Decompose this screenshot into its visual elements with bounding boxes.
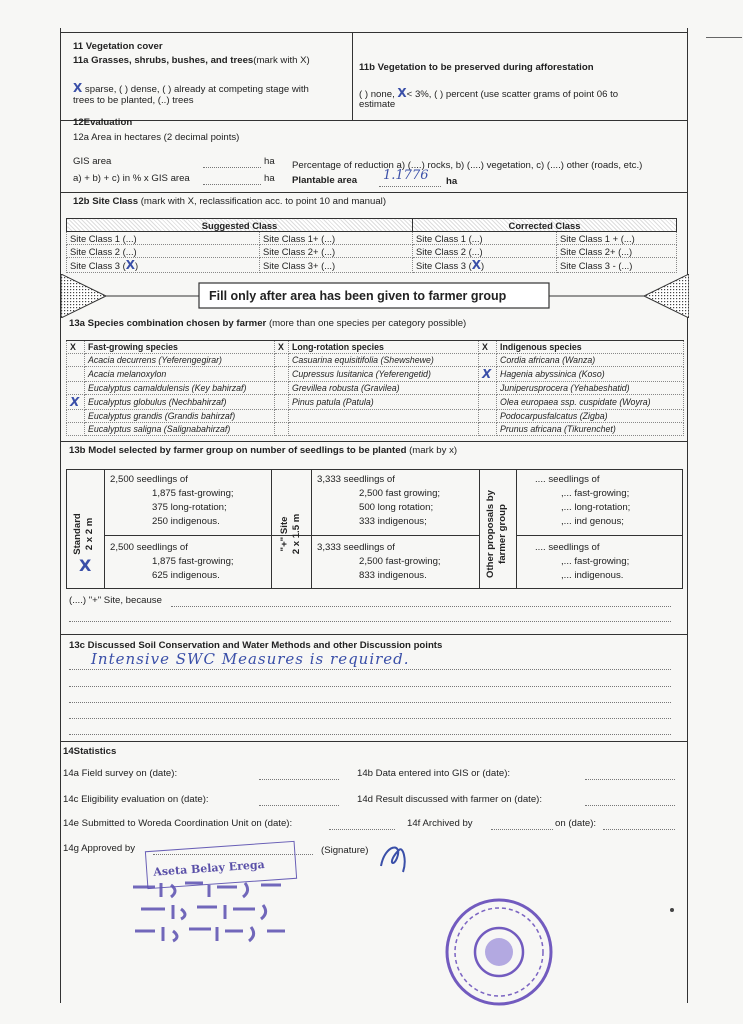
option-line: 833 indigenous. — [359, 570, 427, 581]
s11a-title-note: (mark with X) — [253, 55, 310, 66]
s12b-rule — [61, 192, 687, 193]
option-line: ,... ind genous; — [561, 516, 624, 527]
other-proposals-label — [485, 484, 509, 584]
corrected-class-header: Corrected Class — [413, 219, 677, 232]
species-cell: Grevillea robusta (Gravilea) — [289, 382, 479, 395]
standard-option-1[interactable] — [110, 473, 234, 529]
table-row — [67, 395, 684, 410]
other-option-2[interactable] — [535, 541, 629, 583]
table-row — [67, 367, 684, 382]
s13c-rule — [61, 634, 687, 635]
archived-on-field[interactable] — [603, 829, 675, 830]
s14-rule — [61, 741, 687, 742]
option-line: 625 indigenous. — [152, 570, 220, 581]
s12b-heading — [73, 196, 386, 207]
standard-option-2-mark: X — [79, 556, 92, 575]
s13b-rule — [61, 441, 687, 442]
species-cell — [289, 410, 479, 423]
discussion-line[interactable] — [69, 702, 671, 703]
model-divider — [516, 469, 517, 589]
because-field[interactable] — [171, 606, 671, 607]
table-row — [67, 258, 677, 273]
s11a-text-l1: sparse, ( ) dense, ( ) already at competing stage with — [82, 84, 309, 95]
check-cell[interactable] — [275, 382, 289, 395]
s11b-options-line1 — [359, 86, 618, 100]
site-class-table — [66, 218, 677, 273]
s12-title: 12Evaluation — [73, 117, 133, 128]
option-line: 333 indigenous; — [359, 516, 427, 527]
table-row — [67, 232, 677, 245]
species-cell: Eucalyptus saligna (Salignabahirzaf) — [85, 423, 275, 436]
archived-label: 14f Archived by — [407, 818, 473, 829]
gis-area-field[interactable] — [203, 167, 261, 168]
result-discussed-label: 14d Result discussed with farmer on (date): — [357, 794, 543, 805]
check-cell[interactable] — [479, 423, 497, 436]
because-field-2[interactable] — [69, 621, 671, 622]
check-cell[interactable] — [67, 410, 85, 423]
s11b-title: 11b Vegetation to be preserved during afforestation — [359, 62, 594, 73]
option-line: ,... long-rotation; — [561, 502, 631, 513]
discussion-line[interactable] — [69, 686, 671, 687]
field-survey-label: 14a Field survey on (date): — [63, 768, 178, 779]
check-cell[interactable] — [479, 367, 497, 382]
option-line: 2,500 fast-growing; — [359, 556, 441, 567]
s11a-handwritten-mark: X — [73, 81, 83, 95]
s13b-title: 13b Model selected by farmer group on number of seedlings to be planted — [69, 445, 407, 456]
site-class-cell[interactable]: Site Class 3 - (...) — [557, 258, 677, 273]
option-line: 2,500 seedlings of — [110, 474, 188, 485]
model-divider — [516, 535, 683, 536]
approver-name: Aseta Belay Erega — [152, 857, 266, 879]
fast-growing-header: Fast-growing species — [85, 341, 275, 354]
s14-title: 14Statistics — [63, 746, 117, 757]
site-class-cell[interactable]: Site Class 3 (X) — [67, 258, 260, 273]
site-class-cell[interactable]: Site Class 2+ (...) — [260, 245, 413, 258]
species-table — [66, 340, 684, 436]
model-divider — [311, 469, 312, 589]
table-row — [67, 423, 684, 436]
check-cell[interactable] — [67, 354, 85, 367]
check-cell[interactable] — [479, 410, 497, 423]
other-option-1[interactable] — [535, 473, 630, 529]
plus-site-label-l2: 2 x 1.5 m — [291, 513, 302, 555]
check-cell[interactable] — [479, 382, 497, 395]
signature-label: (Signature) — [321, 845, 369, 856]
amharic-stamp — [121, 873, 311, 953]
discussion-line[interactable] — [69, 669, 671, 670]
archived-on-label: on (date): — [555, 818, 597, 829]
s13a-heading — [69, 318, 466, 329]
site-class-cell[interactable]: Site Class 2+ (...) — [557, 245, 677, 258]
s13a-title: 13a Species combination chosen by farmer — [69, 318, 267, 329]
plantable-area-value: 1.1776 — [383, 168, 429, 183]
site-class-cell[interactable]: Site Class 2 (...) — [67, 245, 260, 258]
s12-rule — [61, 120, 687, 121]
form-page — [60, 28, 688, 1003]
formula-field[interactable] — [203, 184, 261, 185]
species-cell: Juniperusprocera (Yehabeshatid) — [497, 382, 684, 395]
check-cell[interactable] — [275, 410, 289, 423]
species-cell: Cordia africana (Wanza) — [497, 354, 684, 367]
x-col-header: X — [275, 341, 289, 354]
species-cell: Casuarina equisitifolia (Shewshewe) — [289, 354, 479, 367]
scan-edge-mark — [706, 37, 742, 38]
scan-speck — [670, 908, 674, 912]
species-cell: Eucalyptus globulus (Nechbahirzaf) — [85, 395, 275, 410]
table-row — [67, 354, 684, 367]
check-cell[interactable] — [275, 395, 289, 410]
species-cell: Eucalyptus grandis (Grandis bahirzaf) — [85, 410, 275, 423]
check-cell[interactable] — [479, 395, 497, 410]
option-line: 375 long-rotation; — [152, 502, 227, 513]
gis-area-label: GIS area — [73, 156, 112, 167]
corrected-class-3-label: Site Class 3 ( — [416, 260, 472, 271]
species-cell: Acacia decurrens (Yeferengegirar) — [85, 354, 275, 367]
site-class-cell[interactable]: Site Class 1 (...) — [67, 232, 260, 245]
option-line: ,... indigenous. — [561, 570, 624, 581]
model-divider — [479, 469, 480, 589]
discussion-line[interactable] — [69, 734, 671, 735]
check-cell[interactable] — [275, 354, 289, 367]
formula-unit: ha — [264, 173, 275, 184]
species-cell: Hagenia abyssinica (Koso) — [497, 367, 684, 382]
table-row — [67, 245, 677, 258]
check-cell[interactable] — [275, 423, 289, 436]
option-line: 500 long rotation; — [359, 502, 434, 513]
discussion-line[interactable] — [69, 718, 671, 719]
s13c-handwritten-note: Intensive SWC Measures is required. — [91, 650, 410, 668]
site-class-cell[interactable]: Site Class 2 (...) — [413, 245, 557, 258]
gis-area-unit: ha — [264, 156, 275, 167]
table-row — [67, 382, 684, 395]
globulus-mark: X — [70, 395, 80, 409]
option-line: ,... fast-growing; — [561, 488, 630, 499]
submitted-field[interactable] — [329, 829, 395, 830]
check-cell[interactable] — [67, 382, 85, 395]
long-rotation-header: Long-rotation species — [289, 341, 479, 354]
species-cell: Olea europaea ssp. cuspidate (Woyra) — [497, 395, 684, 410]
site-class-cell[interactable]: Site Class 1 + (...) — [557, 232, 677, 245]
corrected-class-3-mark: X — [471, 258, 482, 272]
standard-label-l1: Standard — [72, 513, 83, 555]
option-line: ,... fast-growing; — [561, 556, 630, 567]
x-col-header: X — [67, 341, 85, 354]
s11a-heading — [73, 55, 310, 66]
s11-divider — [352, 32, 353, 120]
check-cell[interactable] — [67, 395, 85, 410]
top-rule — [61, 32, 687, 33]
model-divider — [271, 469, 272, 589]
indigenous-header: Indigenous species — [497, 341, 684, 354]
table-row — [67, 410, 684, 423]
hagenia-mark: X — [482, 367, 492, 381]
other-label-l2: farmer group — [497, 504, 508, 564]
s11a-options-line1 — [73, 81, 309, 95]
plus-site-label-l1: "+" Site — [279, 516, 290, 552]
check-cell[interactable] — [67, 367, 85, 382]
option-line: 1,875 fast-growing; — [152, 488, 234, 499]
site-class-cell[interactable]: Site Class 3 (X) — [413, 258, 557, 273]
site-class-3-label: Site Class 3 ( — [70, 260, 126, 271]
archived-by-field[interactable] — [491, 829, 553, 830]
approved-label: 14g Approved by — [63, 843, 136, 854]
eligibility-label: 14c Eligibility evaluation on (date): — [63, 794, 209, 805]
s11a-title: 11a Grasses, shrubs, bushes, and trees — [73, 55, 254, 66]
reduction-text: Percentage of reduction a) (....) rocks, b) (....) vegetation, c) (....) other (roads, etc.) — [292, 160, 643, 171]
check-cell[interactable] — [479, 354, 497, 367]
standard-option-2[interactable] — [110, 541, 234, 583]
gis-entry-field[interactable] — [585, 779, 675, 780]
s12a-title: 12a Area in hectares (2 decimal points) — [73, 132, 240, 143]
species-cell: Podocarpusfalcatus (Zigba) — [497, 410, 684, 423]
signature-scribble — [373, 836, 413, 876]
site-class-cell[interactable]: Site Class 1 (...) — [413, 232, 557, 245]
plus-site-label — [279, 499, 303, 569]
plantable-area-unit: ha — [446, 176, 458, 187]
site-class-cell[interactable]: Site Class 3+ (...) — [260, 258, 413, 273]
site-class-3-mark: X — [125, 258, 136, 272]
species-cell: Pinus patula (Patula) — [289, 395, 479, 410]
submitted-label: 14e Submitted to Woreda Coordination Unit on (date): — [63, 818, 293, 829]
species-cell — [289, 423, 479, 436]
option-line: .... seedlings of — [535, 542, 600, 553]
other-label-l1: Other proposals by — [485, 490, 496, 578]
s11b-handwritten-mark: X — [397, 86, 407, 100]
s13c-title: 13c Discussed Soil Conservation and Water Methods and other Discussion points — [69, 640, 443, 651]
result-discussed-field[interactable] — [585, 805, 675, 806]
s11b-text-l1: ( ) none, — [359, 89, 398, 100]
plus-site-option-2[interactable] — [317, 541, 441, 583]
field-survey-field[interactable] — [259, 779, 339, 780]
official-round-seal — [439, 896, 559, 1008]
s11a-options-line2: trees to be planted, (..) trees — [73, 95, 194, 106]
option-line: 2,500 fast growing; — [359, 488, 441, 499]
site-class-cell[interactable]: Site Class 1+ (...) — [260, 232, 413, 245]
check-cell[interactable] — [275, 367, 289, 382]
species-cell: Acacia melanoxylon — [85, 367, 275, 382]
formula-label: a) + b) + c) in % x GIS area — [73, 173, 190, 184]
s12b-title: 12b Site Class — [73, 196, 139, 207]
plus-site-option-1[interactable] — [317, 473, 440, 529]
option-line: .... seedlings of — [535, 474, 600, 485]
option-line: 2,500 seedlings of — [110, 542, 188, 553]
option-line: 1,875 fast-growing; — [152, 556, 234, 567]
gis-entry-label: 14b Data entered into GIS or (date): — [357, 768, 511, 779]
plus-site-because: (....) "+" Site, because — [69, 595, 162, 606]
s13a-title-note: (more than one species per category possible) — [266, 318, 467, 329]
s13b-title-note: (mark by x) — [406, 445, 458, 456]
plantable-area-label: Plantable area — [292, 175, 358, 186]
x-col-header: X — [479, 341, 497, 354]
plantable-area-field[interactable] — [379, 186, 441, 187]
option-line: 250 indigenous. — [152, 516, 220, 527]
banner-text: Fill only after area has been given to farmer group — [209, 289, 507, 303]
s11b-options-line2: estimate — [359, 99, 396, 110]
model-divider — [104, 469, 105, 589]
species-cell: Prunus africana (Tikurenchet) — [497, 423, 684, 436]
s11b-text-l1b: < 3%, ( ) percent (use scatter grams of point 06 to — [406, 89, 619, 100]
species-cell: Eucalyptus camaldulensis (Key bahirzaf) — [85, 382, 275, 395]
option-line: 3,333 seedlings of — [317, 542, 395, 553]
option-line: 3,333 seedlings of — [317, 474, 395, 485]
species-cell: Cupressus lusitanica (Yeferengetid) — [289, 367, 479, 382]
suggested-class-header: Suggested Class — [67, 219, 413, 232]
s11-title: 11 Vegetation cover — [73, 41, 163, 52]
eligibility-field[interactable] — [259, 805, 339, 806]
check-cell[interactable] — [67, 423, 85, 436]
standard-label-l2: 2 x 2 m — [84, 517, 95, 551]
s12b-title-note: (mark with X, reclassification acc. to point 10 and manual) — [138, 196, 387, 207]
s13b-heading — [69, 445, 457, 456]
